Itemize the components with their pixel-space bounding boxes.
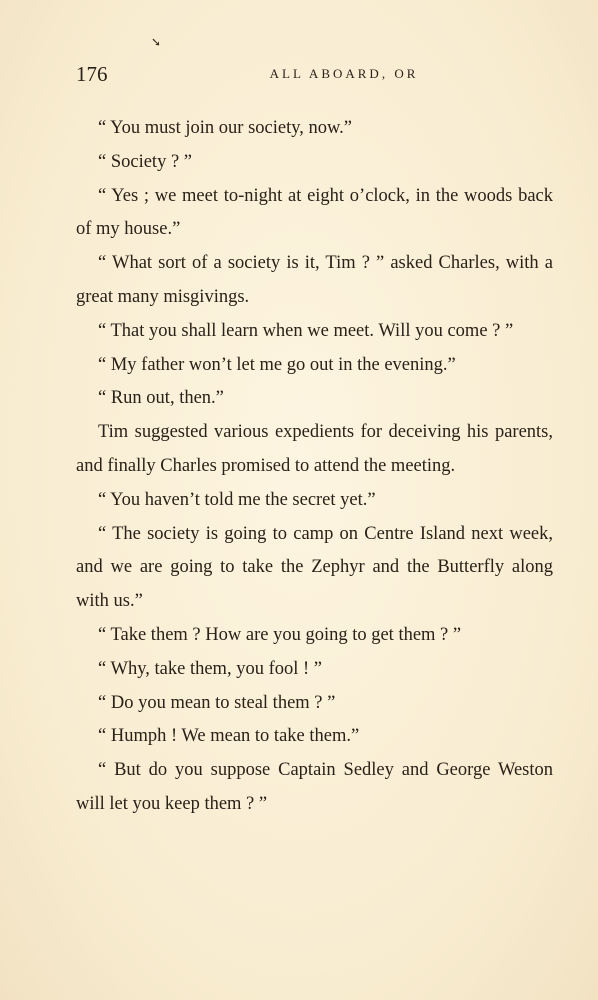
page-number: 176 bbox=[76, 62, 108, 86]
paragraph: Tim suggested various expedients for deceiving his parents, and finally Charles promised to attend the meeting. bbox=[76, 422, 553, 476]
page-header bbox=[76, 62, 552, 92]
paragraph: “ But do you suppose Captain Sedley and George Weston will let you keep them ? ” bbox=[76, 760, 553, 814]
paragraph: “ Why, take them, you fool ! ” bbox=[98, 658, 322, 679]
paragraph: “ You must join our society, now.” bbox=[98, 118, 353, 138]
paragraph: “ The society is going to camp on Centre Island next week, and we are going to take the Zephyr and the Butterfly along with us.” bbox=[76, 523, 553, 612]
paragraph: “ What sort of a society is it, Tim ? ” asked Charles, with a great many misgivings. bbox=[76, 253, 553, 307]
paragraph: “ That you shall learn when we meet. Will you come ? ” bbox=[98, 320, 514, 341]
paragraph: “ My father won’t let me go out in the evening.” bbox=[98, 354, 456, 375]
paragraph: “ Do you mean to steal them ? ” bbox=[98, 692, 336, 713]
running-head: ALL ABOARD, OR bbox=[269, 66, 419, 81]
paragraph: “ Run out, then.” bbox=[98, 388, 224, 409]
body-text bbox=[76, 112, 553, 822]
paragraph: “ Society ? ” bbox=[98, 151, 192, 172]
paragraph: “ Take them ? How are you going to get them ? ” bbox=[98, 624, 462, 645]
paragraph: “ You haven’t told me the secret yet.” bbox=[98, 489, 376, 510]
print-speck-icon: ➘ bbox=[151, 35, 162, 49]
paragraph: “ Yes ; we meet to-night at eight o’clock, in the woods back of my house.” bbox=[76, 185, 553, 240]
paragraph: “ Humph ! We mean to take them.” bbox=[98, 726, 360, 747]
